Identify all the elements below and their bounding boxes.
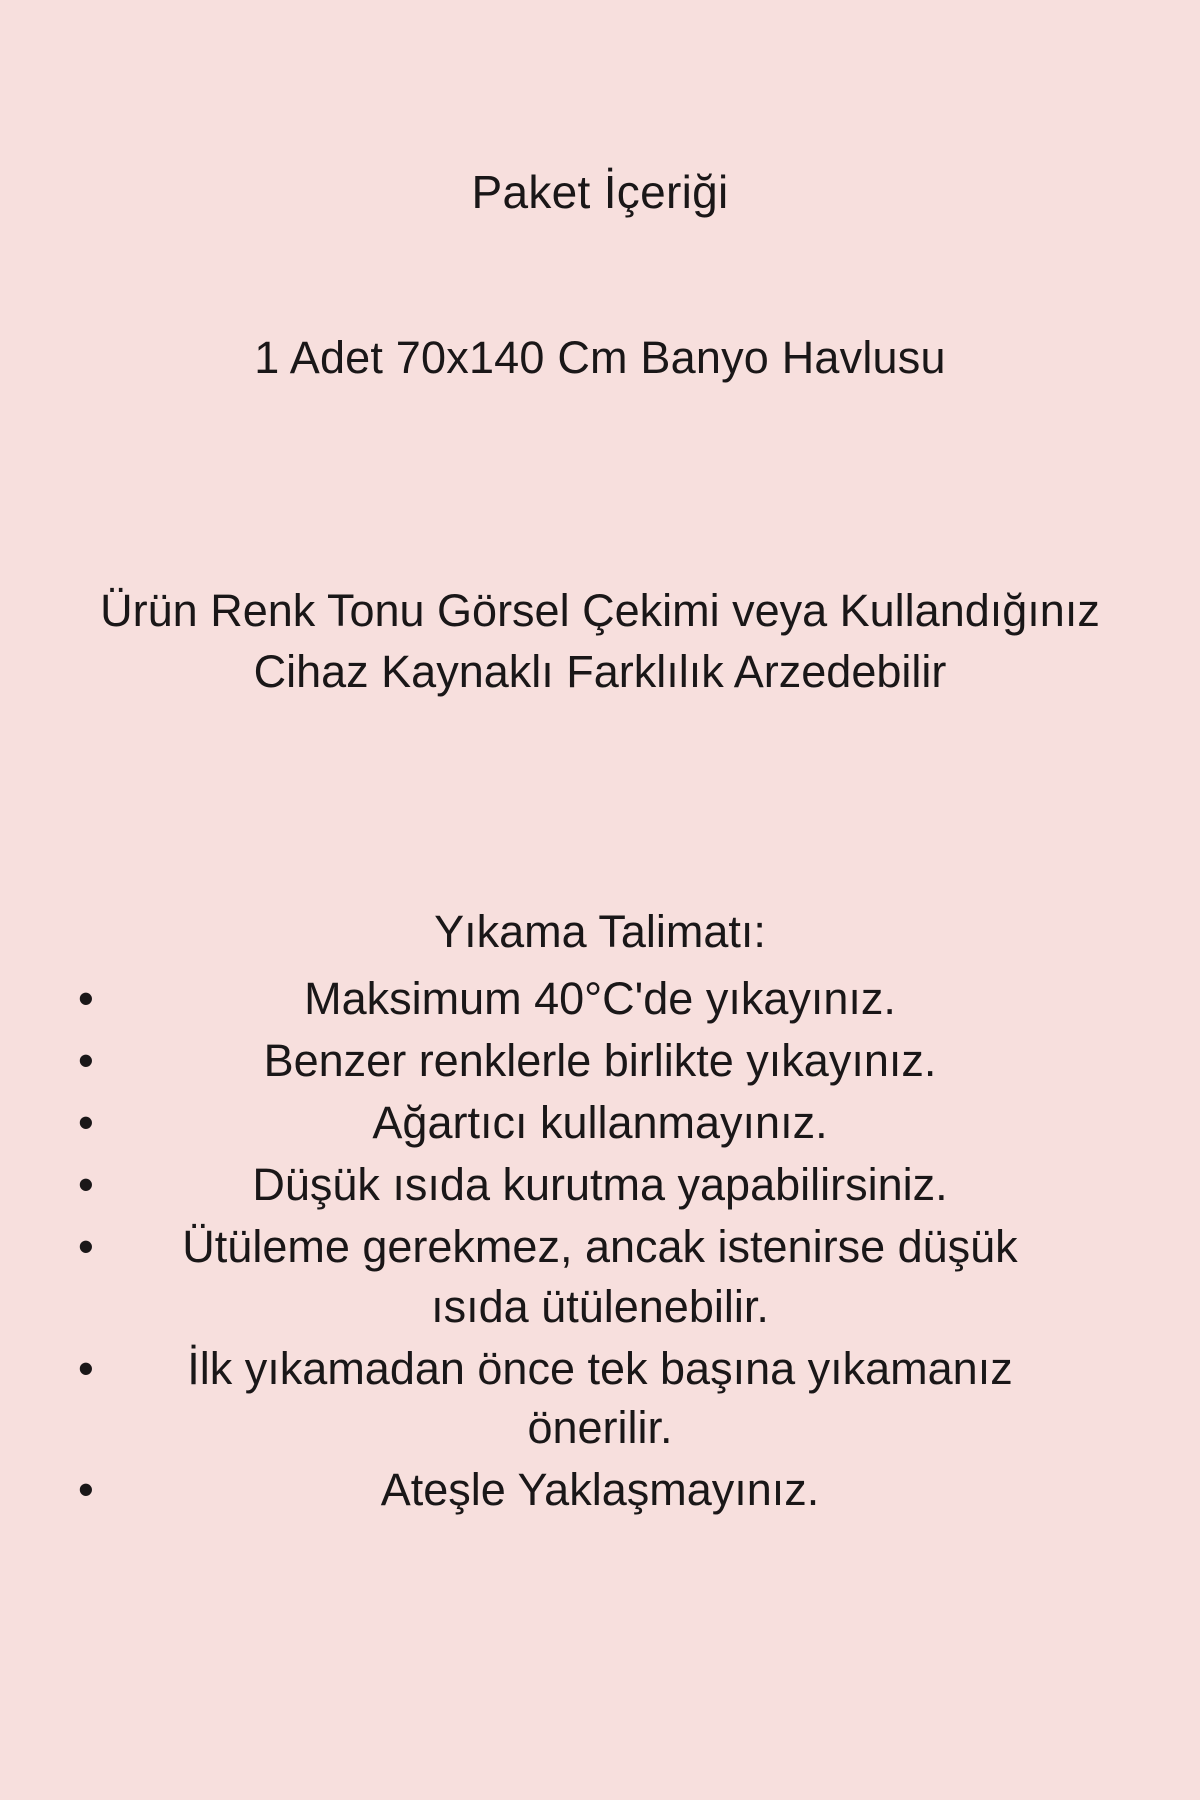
list-item <box>70 1031 1130 1091</box>
color-disclaimer-text: Ürün Renk Tonu Görsel Çekimi veya Kullandığınız Cihaz Kaynaklı Farklılık Arzedebilir <box>100 585 1100 698</box>
list-item-label: İlk yıkamadan önce tek başına yıkamanız önerilir. <box>187 1342 1013 1454</box>
list-item-label: Benzer renklerle birlikte yıkayınız. <box>263 1035 937 1087</box>
list-item-label: Ateşle Yaklaşmayınız. <box>380 1464 820 1516</box>
bullet-icon: • <box>78 1035 94 1087</box>
bullet-icon: • <box>78 1097 94 1149</box>
list-item <box>70 1093 1130 1153</box>
list-item-label: Düşük ısıda kurutma yapabilirsiniz. <box>252 1158 948 1210</box>
package-contents-heading: Paket İçeriği <box>471 166 729 218</box>
list-item-label: Maksimum 40°C'de yıkayınız. <box>304 973 896 1025</box>
list-item <box>70 1339 1130 1459</box>
bullet-icon: • <box>78 1158 94 1210</box>
list-item-label: Ağartıcı kullanmayınız. <box>372 1097 828 1149</box>
bullet-icon: • <box>78 973 94 1025</box>
list-item <box>70 1217 1130 1337</box>
bullet-icon: • <box>78 1220 94 1272</box>
list-item <box>70 969 1130 1029</box>
bullet-icon: • <box>78 1342 94 1394</box>
bullet-icon: • <box>78 1464 94 1516</box>
package-contents-item: 1 Adet 70x140 Cm Banyo Havlusu <box>254 332 946 384</box>
list-item-label: Ütüleme gerekmez, ancak istenirse düşük ısıda ütülenebilir. <box>182 1220 1018 1332</box>
wash-instructions-title: Yıkama Talimatı: <box>434 905 766 957</box>
wash-instructions-list <box>70 969 1130 1522</box>
list-item <box>70 1155 1130 1215</box>
list-item <box>70 1460 1130 1520</box>
